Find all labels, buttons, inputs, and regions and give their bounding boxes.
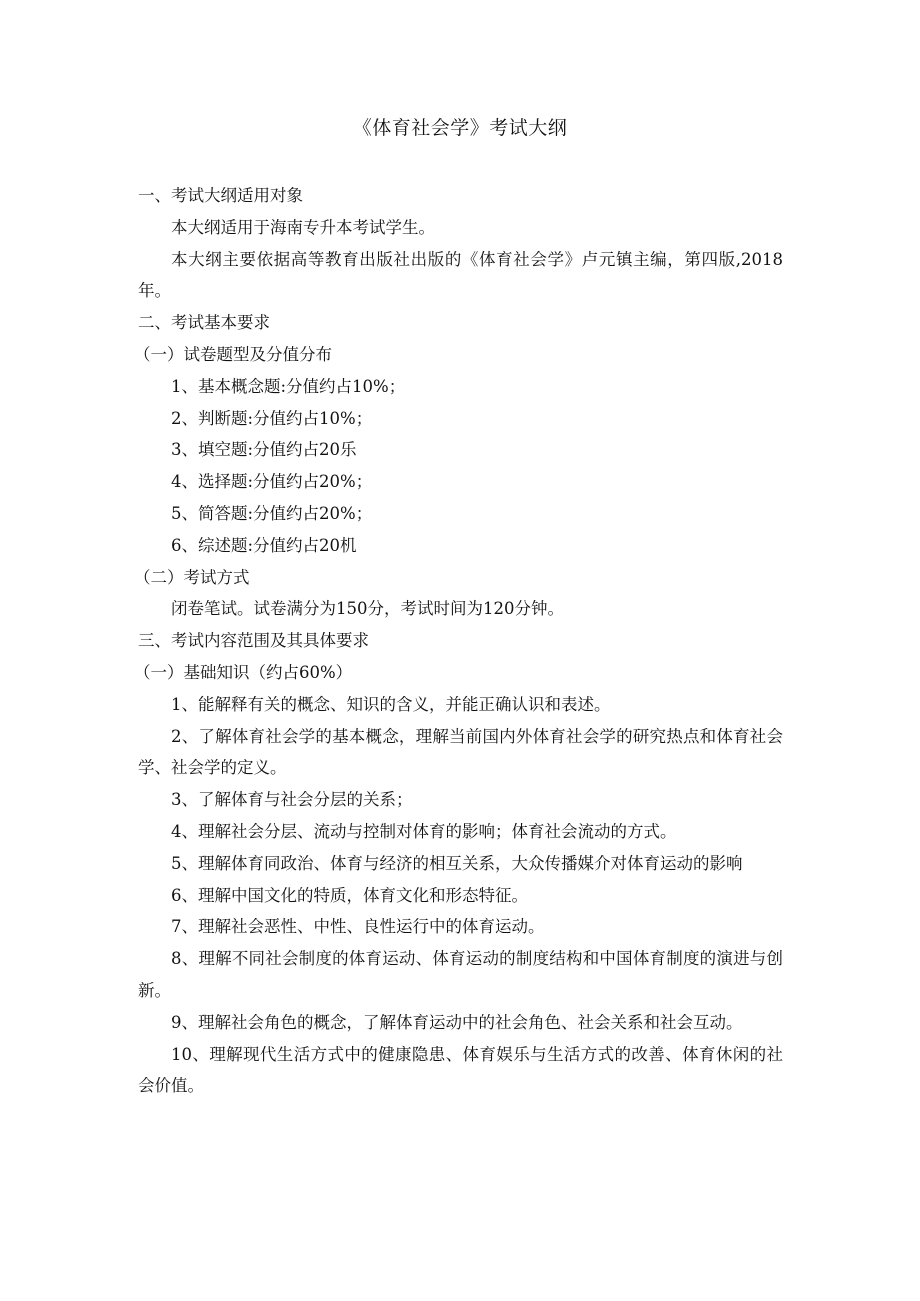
document-title: 《体育社会学》考试大纲	[352, 117, 568, 139]
list-item: 7、理解社会恶性、中性、良性运行中的体育运动。	[171, 917, 545, 937]
document-body	[134, 180, 783, 1102]
list-item: 8、理解不同社会制度的体育运动、体育运动的制度结构和中国体育制度的演进与创新。	[138, 949, 783, 1000]
list-item: 1、能解释有关的概念、知识的含义，并能正确认识和表述。	[171, 694, 611, 714]
section-heading-2: 二、考试基本要求	[138, 313, 270, 333]
list-item: 1、基本概念题:分值约占10%；	[171, 376, 406, 396]
list-item: 9、理解社会角色的概念，了解体育运动中的社会角色、社会关系和社会互动。	[171, 1012, 743, 1032]
list-item: 4、选择题:分值约占20%；	[171, 472, 373, 492]
paragraph-exam-method: 闭卷笔试。试卷满分为150分，考试时间为120分钟。	[171, 599, 564, 619]
section-heading-1: 一、考试大纲适用对象	[138, 186, 303, 205]
subsection-exam-method: （二）考试方式	[134, 567, 250, 587]
section-heading-3: 三、考试内容范围及其具体要求	[138, 631, 369, 651]
subsection-question-types: （一）试卷题型及分值分布	[134, 344, 332, 364]
list-item: 2、判断题:分值约占10%；	[171, 408, 373, 428]
list-item: 3、了解体育与社会分层的关系；	[171, 790, 413, 810]
paragraph-textbook-basis: 本大纲主要依据高等教育出版社出版的《体育社会学》卢元镇主编，第四版,2018年。	[138, 249, 783, 301]
list-item: 6、理解中国文化的特质，体育文化和形态特征。	[171, 885, 528, 905]
list-item: 6、综述题:分值约占20机	[171, 535, 357, 555]
paragraph-applicable-students: 本大纲适用于海南专升本考试学生。	[171, 217, 435, 237]
list-item: 5、简答题:分值约占20%；	[171, 503, 373, 523]
list-item: 5、理解体育同政治、体育与经济的相互关系，大众传播媒介对体育运动的影响	[171, 853, 743, 873]
list-item: 4、理解社会分层、流动与控制对体育的影响；体育社会流动的方式。	[171, 821, 677, 841]
list-item: 2、了解体育社会学的基本概念，理解当前国内外体育社会学的研究热点和体育社会学、社会学的定义。	[138, 726, 783, 778]
list-item: 3、填空题:分值约占20乐	[171, 440, 357, 460]
subsection-basic-knowledge: （一）基础知识（约占60%）	[134, 662, 353, 682]
list-item: 10、理解现代生活方式中的健康隐患、体育娱乐与生活方式的改善、体育休闲的社会价值。	[138, 1044, 783, 1096]
